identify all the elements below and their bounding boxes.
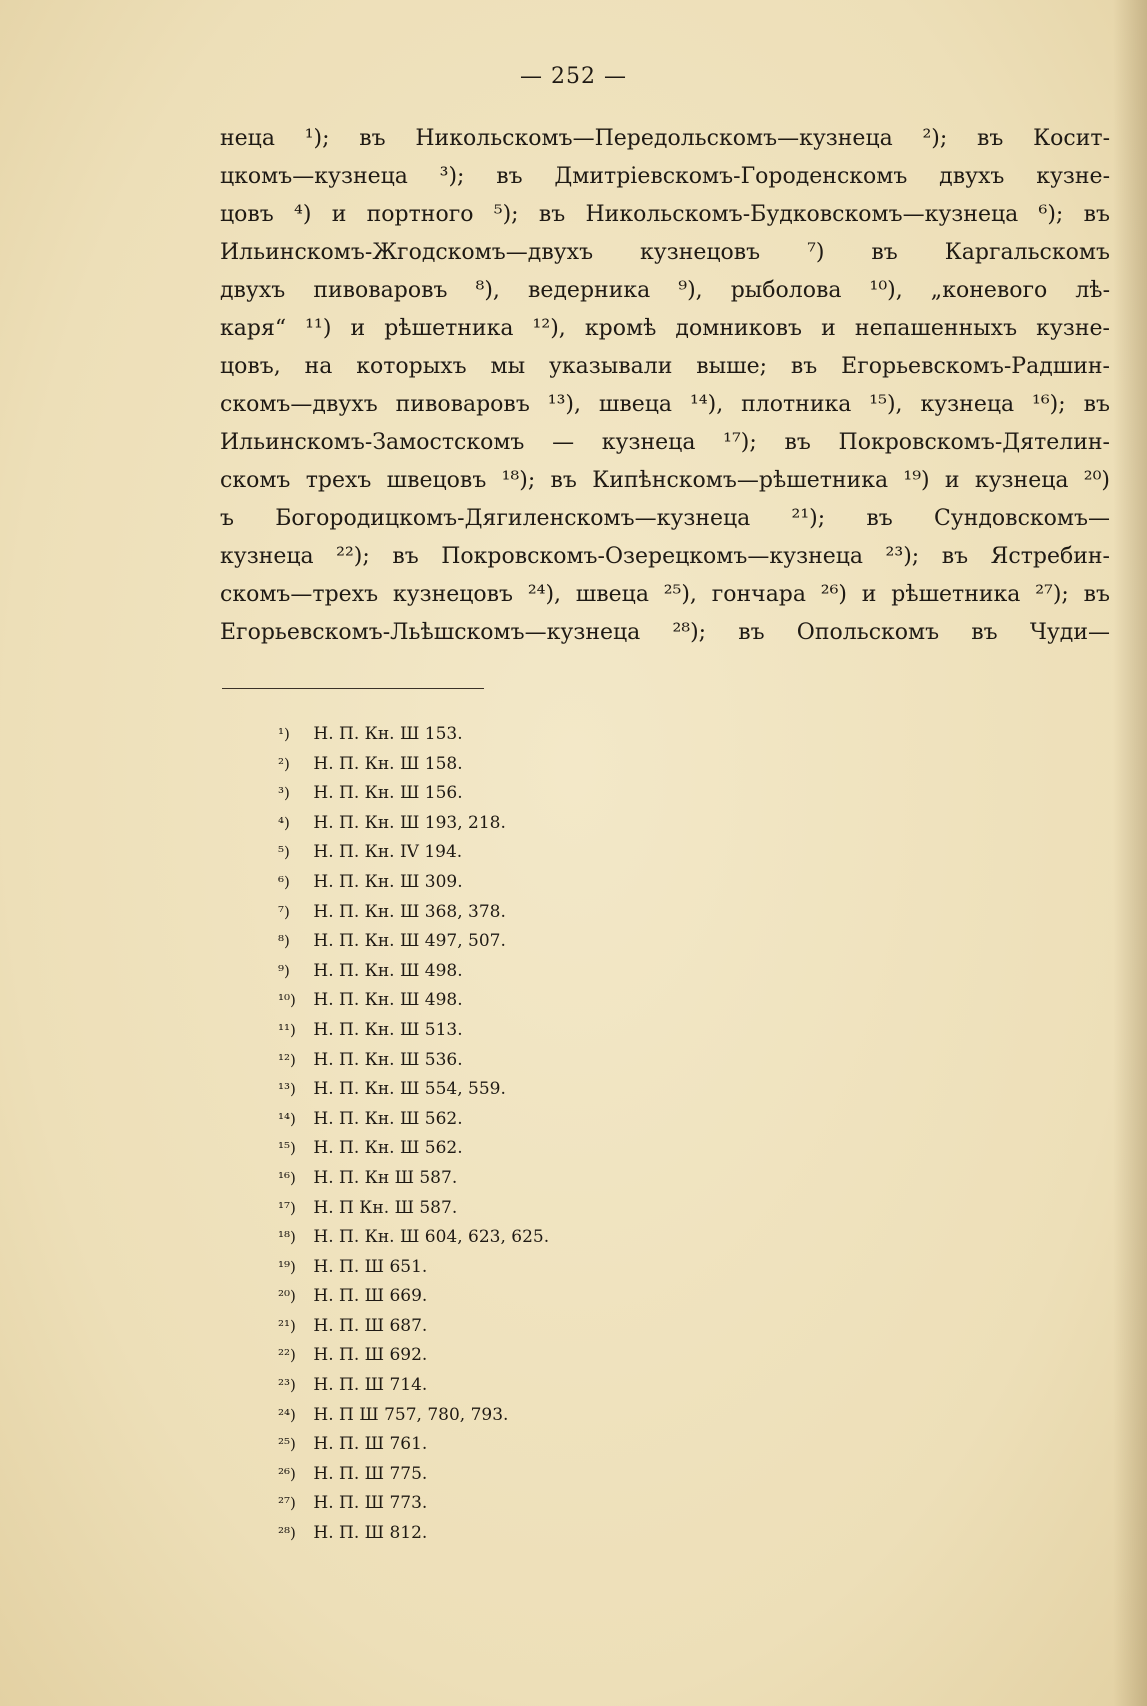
- footnote-item: [278, 1194, 698, 1224]
- footnote-item: [278, 898, 698, 928]
- text-line: Ильинскомъ-Жгодскомъ—двухъ кузнецовъ ⁷) въ Каргальскомъ: [220, 240, 1110, 265]
- footnote-item: [278, 1341, 698, 1371]
- text-line: скомъ—трехъ кузнецовъ ²⁴), швеца ²⁵), гончара ²⁶) и рѣшетника ²⁷); въ: [220, 582, 1110, 607]
- footnote-mark: ³): [278, 784, 290, 803]
- footnote-item: [278, 720, 698, 750]
- footnote-text: Н. П. Ш 761.: [313, 1434, 428, 1455]
- footnote-item: [278, 1016, 698, 1046]
- text-line: Егорьевскомъ-Льѣшскомъ—кузнеца ²⁸); въ Опольскомъ въ Чуди—: [220, 620, 1110, 645]
- text-line: цовъ, на которыхъ мы указывали выше; въ Егорьевскомъ-Радшин-: [220, 354, 1110, 379]
- footnote-text: Н. П. Кн. Ш 158.: [313, 753, 463, 774]
- footnote-mark: ⁸): [278, 932, 290, 951]
- footnote-text: Н. П. Ш 812.: [313, 1523, 428, 1544]
- footnote-mark: ²⁰): [278, 1287, 296, 1306]
- footnote-mark: ²²): [278, 1346, 296, 1365]
- text-line: Ильинскомъ-Замостскомъ — кузнеца ¹⁷); въ Покровскомъ-Дятелин-: [220, 430, 1110, 455]
- footnote-text: Н. П Кн. Ш 587.: [313, 1197, 458, 1218]
- footnote-mark: ²⁶): [278, 1464, 296, 1483]
- footnote-item: [278, 986, 698, 1016]
- footnote-item: [278, 779, 698, 809]
- footnote-item: [278, 1489, 698, 1519]
- text-line: двухъ пивоваровъ ⁸), ведерника ⁹), рыболова ¹⁰), „коневого лѣ-: [220, 278, 1110, 303]
- text-line: неца ¹); въ Никольскомъ—Передольскомъ—кузнеца ²); въ Косит-: [220, 126, 1110, 151]
- footnote-separator: [222, 688, 484, 689]
- page-edge-shadow: [1113, 0, 1147, 1706]
- footnote-text: Н. П. Кн. Ш 562.: [313, 1108, 463, 1129]
- footnote-mark: ¹⁹): [278, 1257, 296, 1276]
- footnote-text: Н. П. Кн. IV 194.: [313, 842, 463, 863]
- footnote-text: Н. П. Кн. Ш 497, 507.: [313, 931, 506, 952]
- footnote-mark: ⁹): [278, 961, 290, 980]
- footnote-item: [278, 1075, 698, 1105]
- footnote-mark: ¹⁸): [278, 1228, 296, 1247]
- footnote-mark: ²⁴): [278, 1405, 296, 1424]
- footnote-mark: ⁷): [278, 902, 290, 921]
- footnote-mark: ²³): [278, 1376, 296, 1395]
- footnote-item: [278, 1134, 698, 1164]
- footnote-item: [278, 1046, 698, 1076]
- footnote-mark: ¹⁰): [278, 991, 296, 1010]
- footnote-text: Н. П. Ш 775.: [313, 1463, 428, 1484]
- footnote-mark: ²): [278, 754, 290, 773]
- footnote-text: Н. П. Ш 687.: [313, 1315, 428, 1336]
- footnote-mark: ²¹): [278, 1316, 296, 1335]
- footnote-text: Н. П. Кн. Ш 368, 378.: [313, 901, 506, 922]
- footnote-mark: ⁶): [278, 872, 290, 891]
- text-line: цкомъ—кузнеца ³); въ Дмитріевскомъ-Городенскомъ двухъ кузне-: [220, 164, 1110, 189]
- footnote-text: Н. П. Ш 773.: [313, 1493, 428, 1514]
- footnote-text: Н. П. Ш 692.: [313, 1345, 428, 1366]
- footnote-mark: ²⁸): [278, 1524, 296, 1543]
- footnote-mark: ¹³): [278, 1080, 296, 1099]
- text-line: скомъ—двухъ пивоваровъ ¹³), швеца ¹⁴), плотника ¹⁵), кузнеца ¹⁶); въ: [220, 392, 1110, 417]
- text-line: ъ Богородицкомъ-Дягиленскомъ—кузнеца ²¹); въ Сундовскомъ—: [220, 506, 1110, 531]
- footnote-item: [278, 1223, 698, 1253]
- footnote-item: [278, 1164, 698, 1194]
- footnote-text: Н. П. Ш 714.: [313, 1375, 428, 1396]
- footnote-text: Н. П. Кн Ш 587.: [313, 1167, 458, 1188]
- footnote-item: [278, 1282, 698, 1312]
- footnote-item: [278, 809, 698, 839]
- footnote-item: [278, 927, 698, 957]
- footnote-mark: ¹): [278, 725, 290, 743]
- footnote-text: Н. П. Кн. Ш 536.: [313, 1049, 463, 1070]
- footnote-item: [278, 1253, 698, 1283]
- footnote-item: [278, 957, 698, 987]
- footnote-text: Н. П. Кн. Ш 498.: [313, 990, 463, 1011]
- footnote-item: [278, 838, 698, 868]
- footnote-text: Н. П Ш 757, 780, 793.: [313, 1404, 509, 1425]
- footnote-text: Н. П. Кн. Ш 156.: [313, 783, 463, 804]
- footnote-text: Н. П. Кн. Ш 562.: [313, 1138, 463, 1159]
- footnote-mark: ⁵): [278, 843, 290, 862]
- footnote-text: Н. П. Ш 669.: [313, 1286, 428, 1307]
- footnote-mark: ²⁵): [278, 1435, 296, 1454]
- footnote-mark: ⁴): [278, 813, 290, 832]
- text-line: скомъ трехъ швецовъ ¹⁸); въ Кипѣнскомъ—рѣшетника ¹⁹) и кузнеца ²⁰): [220, 468, 1110, 493]
- footnote-item: [278, 1519, 698, 1549]
- footnote-mark: ²⁷): [278, 1494, 296, 1513]
- text-line: каря“ ¹¹) и рѣшетника ¹²), кромѣ домниковъ и непашенныхъ кузне-: [220, 316, 1110, 341]
- footnote-text: Н. П. Кн. Ш 153.: [313, 724, 463, 744]
- footnote-item: [278, 868, 698, 898]
- footnote-text: Н. П. Кн. Ш 309.: [313, 871, 463, 892]
- footnote-list: [278, 720, 698, 1549]
- footnote-item: [278, 1401, 698, 1431]
- text-line: кузнеца ²²); въ Покровскомъ-Озерецкомъ—кузнеца ²³); въ Ястребин-: [220, 544, 1110, 569]
- footnote-item: [278, 1430, 698, 1460]
- footnote-item: [278, 1371, 698, 1401]
- footnote-mark: ¹²): [278, 1050, 296, 1069]
- footnote-mark: ¹⁷): [278, 1198, 296, 1217]
- footnote-text: Н. П. Кн. Ш 554, 559.: [313, 1079, 506, 1100]
- footnote-text: Н. П. Ш 651.: [313, 1256, 428, 1277]
- footnote-item: [278, 750, 698, 780]
- footnote-text: Н. П. Кн. Ш 513.: [313, 1019, 463, 1040]
- text-line: цовъ ⁴) и портного ⁵); въ Никольскомъ-Будковскомъ—кузнеца ⁶); въ: [220, 202, 1110, 227]
- footnote-mark: ¹¹): [278, 1020, 296, 1039]
- footnote-mark: ¹⁴): [278, 1109, 296, 1128]
- footnote-item: [278, 1312, 698, 1342]
- footnote-text: Н. П. Кн. Ш 193, 218.: [313, 812, 506, 833]
- footnote-text: Н. П. Кн. Ш 498.: [313, 960, 463, 981]
- page-number: — 252 —: [520, 64, 627, 89]
- footnote-text: Н. П. Кн. Ш 604, 623, 625.: [313, 1227, 550, 1248]
- body-text: [220, 120, 1110, 652]
- footnote-mark: ¹⁵): [278, 1139, 296, 1158]
- footnote-mark: ¹⁶): [278, 1168, 296, 1187]
- footnote-item: [278, 1460, 698, 1490]
- footnote-item: [278, 1105, 698, 1135]
